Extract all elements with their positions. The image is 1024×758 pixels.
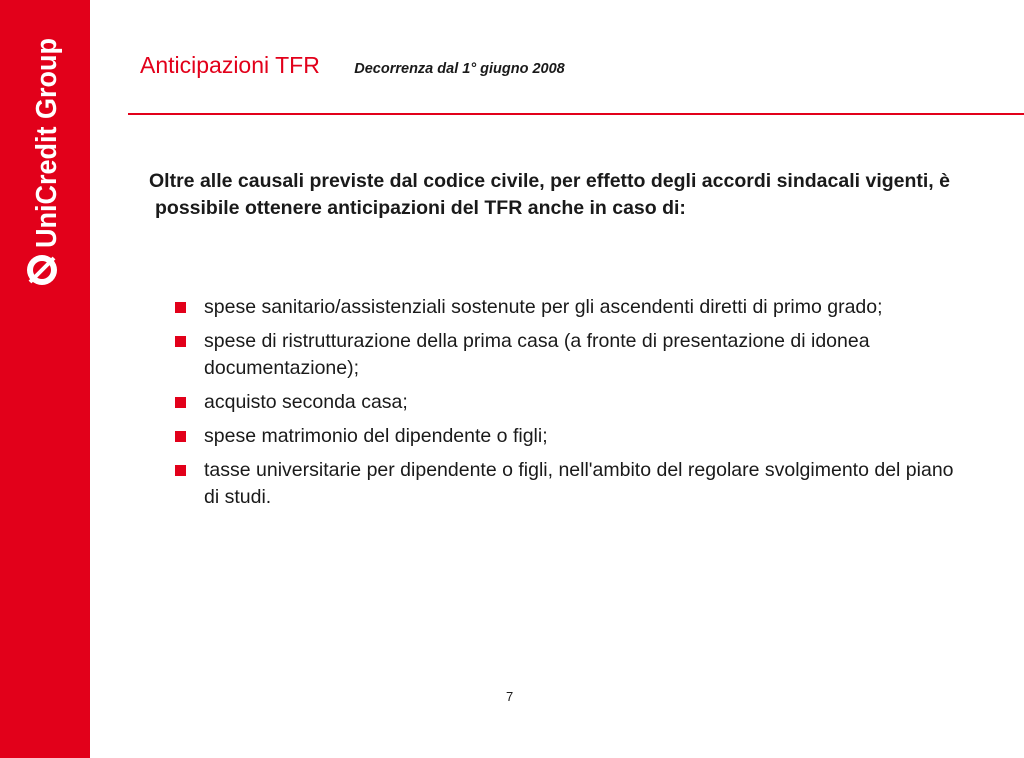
list-item-text: tasse universitarie per dipendente o figli, nell'ambito del regolare svolgimento del piano di studi. [204, 459, 954, 508]
square-bullet-icon [175, 465, 186, 476]
page-number: 7 [506, 689, 514, 704]
list-item [175, 423, 955, 450]
list-item [175, 294, 955, 321]
intro-paragraph: Oltre alle causali previste dal codice civile, per effetto degli accordi sindacali vigenti, è possibile ottenere anticipazioni del TFR anche in caso di: [149, 170, 950, 219]
unicredit-logo-text: UniCredit Group [31, 22, 63, 248]
unicredit-logo-mark [27, 255, 57, 285]
list-item [175, 457, 955, 511]
header-divider [128, 113, 1024, 115]
square-bullet-icon [175, 302, 186, 313]
unicredit-logo [0, 0, 90, 300]
square-bullet-icon [175, 336, 186, 347]
square-bullet-icon [175, 397, 186, 408]
list-item-text: spese di ristrutturazione della prima casa (a fronte di presentazione di idonea documentazione); [204, 330, 870, 379]
list-item-text: spese sanitario/assistenziali sostenute per gli ascendenti diretti di primo grado; [204, 296, 883, 318]
square-bullet-icon [175, 431, 186, 442]
slide-subtitle: Decorrenza dal 1° giugno 2008 [354, 61, 565, 77]
list-item-text: acquisto seconda casa; [204, 391, 408, 413]
slide-title: Anticipazioni TFR [140, 52, 320, 78]
list-item [175, 389, 955, 416]
list-item [175, 328, 955, 382]
list-item-text: spese matrimonio del dipendente o figli; [204, 425, 548, 447]
brand-sidebar [0, 0, 90, 758]
slide-header [140, 52, 565, 79]
bullet-list [175, 294, 955, 518]
